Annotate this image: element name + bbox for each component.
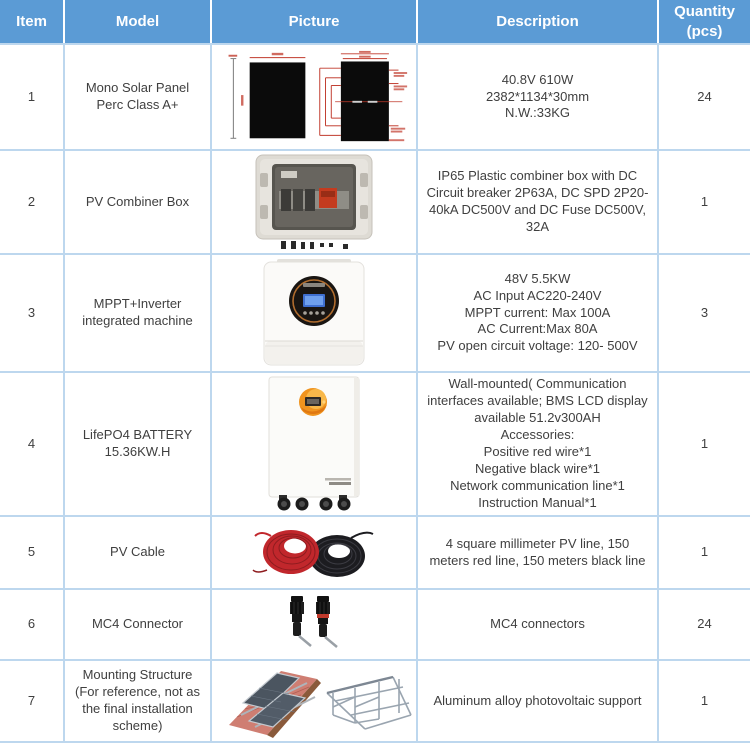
description-line: AC Input AC220-240V: [473, 287, 602, 303]
pv-combiner-box-image: [251, 153, 377, 251]
description-line: 48V 5.5KW: [504, 270, 571, 286]
item-number: 4: [0, 373, 65, 515]
solar-panel-dimension-drawing-image: [216, 49, 412, 145]
description-line: IP65 Plastic combiner box with DC Circuit breaker 2P63A, DC SPD 2P20-40kA DC500V and DC Fuse DC500V, 32A: [426, 168, 649, 234]
quantity-value: 1: [700, 435, 709, 451]
description-cell: [418, 45, 659, 149]
description-line: N.W.:33KG: [504, 105, 571, 121]
header-item: Item: [0, 0, 65, 43]
model-name: Mounting Structure (For reference, not as the final installation scheme): [65, 661, 212, 741]
header-description: Description: [418, 0, 659, 43]
model-name: PV Cable: [65, 517, 212, 588]
description-line: 2382*1134*30mm: [485, 88, 590, 104]
description-line: MPPT current: Max 100A: [464, 304, 611, 320]
description-line: Instruction Manual*1: [478, 494, 597, 510]
lifepo4-battery-image: [253, 375, 375, 513]
picture-cell: [212, 45, 418, 149]
pv-cable-coils-image: [247, 522, 381, 584]
table-row: [0, 588, 750, 659]
table-row: [0, 253, 750, 371]
description-line: Negative black wire*1: [474, 460, 600, 476]
table-row: [0, 515, 750, 588]
description-cell: [418, 517, 659, 588]
picture-cell: [212, 373, 418, 515]
model-name: MC4 Connector: [65, 590, 212, 659]
description-cell: [418, 590, 659, 659]
picture-cell: [212, 590, 418, 659]
table-row: [0, 659, 750, 741]
picture-cell: [212, 151, 418, 253]
item-number: 7: [0, 661, 65, 741]
quantity-value: 3: [700, 304, 709, 320]
model-name: LifePO4 BATTERY 15.36KW.H: [65, 373, 212, 515]
mounting-structure-image: [215, 663, 413, 739]
table-row: [0, 371, 750, 515]
picture-cell: [212, 517, 418, 588]
quantity-value: 24: [697, 88, 712, 104]
mc4-connectors-image: [277, 594, 351, 656]
quantity-value: 24: [697, 616, 712, 632]
description-line: PV open circuit voltage: 120- 500V: [437, 338, 638, 354]
description-cell: [418, 151, 659, 253]
description-cell: [418, 661, 659, 741]
quantity-value: 1: [700, 692, 709, 708]
description-line: MC4 connectors: [490, 616, 585, 632]
model-name: MPPT+Inverter integrated machine: [65, 255, 212, 371]
table-header-row: [0, 0, 750, 43]
header-model: Model: [65, 0, 212, 43]
description-line: Positive red wire*1: [483, 444, 592, 459]
table-row: [0, 149, 750, 253]
description-cell: [418, 255, 659, 371]
header-quantity: Quantity (pcs): [659, 0, 750, 43]
item-number: 1: [0, 45, 65, 149]
model-name: Mono Solar Panel Perc Class A+: [65, 45, 212, 149]
description-line: Wall-mounted( Communication interfaces available; BMS LCD display available 51.2v300AH: [427, 376, 648, 426]
item-number: 2: [0, 151, 65, 253]
description-line: 40.8V 610W: [501, 71, 574, 87]
quantity-value: 1: [700, 544, 709, 560]
item-number: 5: [0, 517, 65, 588]
header-picture: Picture: [212, 0, 418, 43]
description-line: Aluminum alloy photovoltaic support: [433, 692, 642, 708]
description-cell: [418, 373, 659, 515]
quantity-value: 1: [700, 193, 709, 209]
table-row: [0, 43, 750, 149]
picture-cell: [212, 661, 418, 741]
description-line: AC Current:Max 80A: [477, 321, 598, 337]
picture-cell: [212, 255, 418, 371]
item-number: 6: [0, 590, 65, 659]
description-line: Network communication line*1: [450, 477, 625, 493]
description-line: 4 square millimeter PV line, 150 meters red line, 150 meters black line: [429, 535, 646, 568]
item-number: 3: [0, 255, 65, 371]
model-name: PV Combiner Box: [65, 151, 212, 253]
description-line: Accessories:: [500, 427, 575, 443]
hybrid-inverter-image: [253, 257, 375, 369]
